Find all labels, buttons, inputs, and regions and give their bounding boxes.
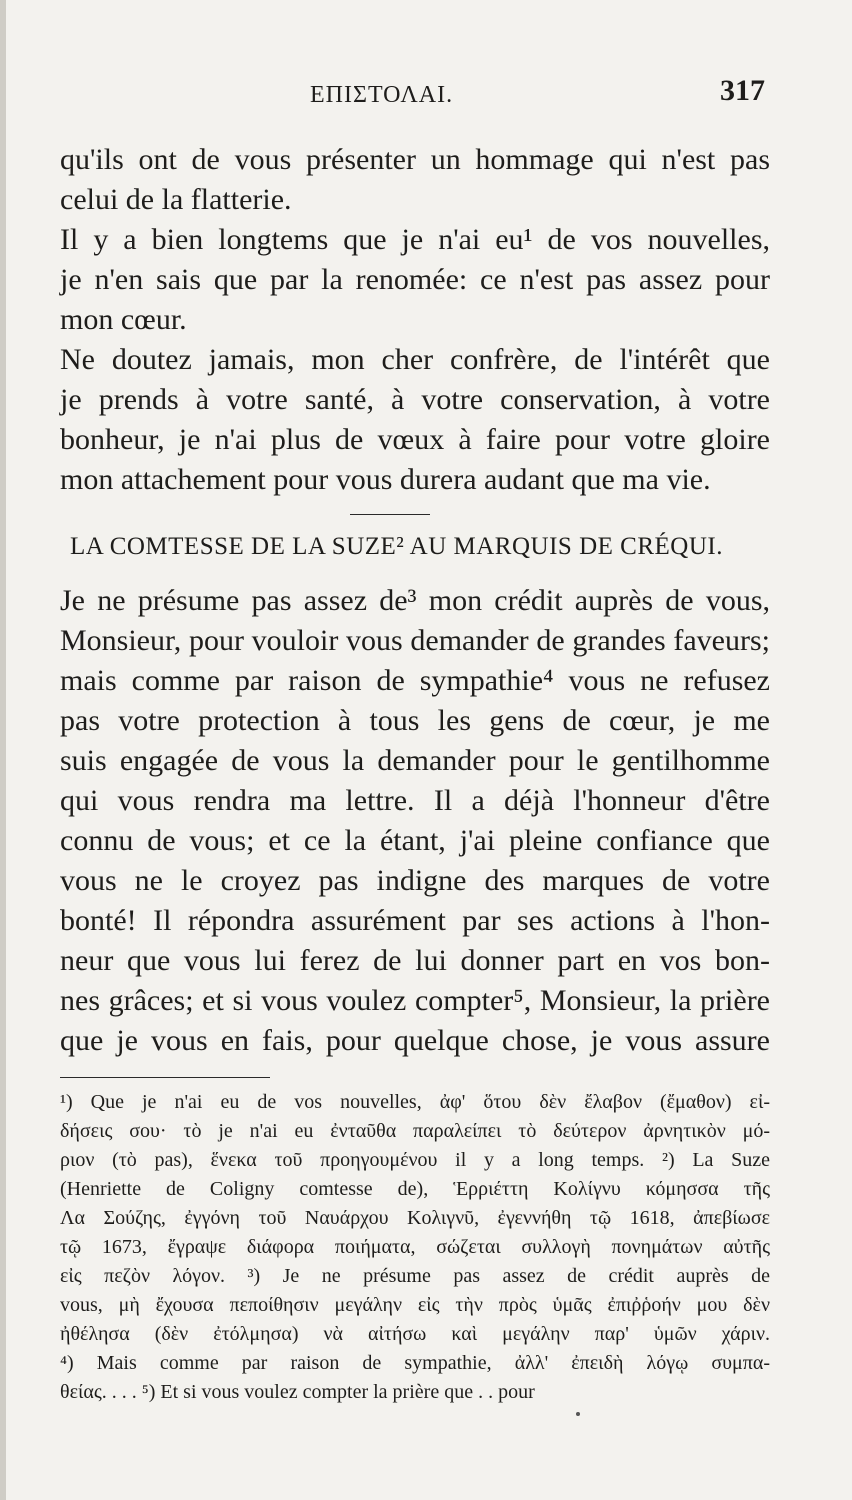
text-line: celui de la flatterie.	[60, 183, 292, 216]
footnote-line: (Henriette de Coligny comtesse de), Ἑρριέττη Κολίγνυ κόμησσα τῆς	[60, 1178, 770, 1200]
footnote-line: τῷ 1673, ἔγραψε διάφορα ποιήματα, σώζεται συλλογὴ πονημάτων αὐτῆς	[60, 1236, 770, 1258]
footnote-line: vous, μὴ ἔχουσα πεποίθησιν μεγάλην εἰς τὴν πρὸς ὑμᾶς ἐπιῤῥοήν μου δὲν	[60, 1294, 770, 1316]
text-line: neur que vous lui ferez de lui donner part en vos bon-	[60, 944, 770, 977]
text-line: mon cœur.	[60, 303, 187, 336]
text-line: bonheur, je n'ai plus de vœux à faire pour votre gloire	[60, 423, 770, 456]
footnote-line: θείας. . . . ⁵) Et si vous voulez compter la prière que . . pour	[60, 1381, 535, 1403]
footnote-line: ἠθέλησα (δὲν ἐτόλμησα) νὰ αἰτήσω καὶ μεγάλην παρ' ὑμῶν χάριν.	[60, 1323, 770, 1345]
text-line: que je vous en fais, pour quelque chose, je vous assure	[60, 1024, 770, 1057]
text-line: pas votre protection à tous les gens de cœur, je me	[60, 704, 770, 737]
page-number: 317	[720, 74, 765, 107]
footnote-line: ριον (τὸ pas), ἕνεκα τοῦ προηγουμένου il y a long temps. ²) La Suze	[60, 1149, 770, 1171]
text-line: je n'en sais que par la renomée: ce n'est pas assez pour	[60, 263, 770, 296]
footnote-line: ¹) Que je n'ai eu de vos nouvelles, ἀφ' ὅτου δὲν ἔλαβον (ἔμαθον) εἰ-	[60, 1091, 770, 1113]
paragraph	[60, 340, 770, 500]
main-text	[60, 140, 770, 1407]
text-line: suis engagée de vous la demander pour le gentilhomme	[60, 744, 770, 777]
text-line: bonté! Il répondra assurément par ses actions à l'hon-	[60, 904, 770, 937]
text-line: mon attachement pour vous durera audant que ma vie.	[60, 463, 711, 496]
text-line: nes grâces; et si vous voulez compter⁵, Monsieur, la prière	[60, 984, 770, 1017]
text-line: vous ne le croyez pas indigne des marques de votre	[60, 864, 770, 897]
letter-body	[60, 581, 770, 1061]
footnote-line: δήσεις σου· τὸ je n'ai eu ἐνταῦθα παραλείπει τὸ δεύτερον ἀρνητικὸν μό-	[60, 1120, 770, 1142]
footnote-line: εἰς πεζὸν λόγον. ³) Je ne présume pas assez de crédit auprès de	[60, 1265, 770, 1287]
ink-speck	[576, 1412, 580, 1416]
section-divider	[350, 514, 430, 515]
text-line: qu'ils ont de vous présenter un hommage qui n'est pas	[60, 143, 770, 176]
footnote-line: Λα Σούζης, ἐγγόνη τοῦ Ναυάρχου Κολιγνῦ, ἐγεννήθη τῷ 1618, ἀπεβίωσε	[60, 1207, 770, 1229]
running-title: ΕΠΙΣΤΟΛΑΙ.	[310, 82, 454, 108]
text-line: qui vous rendra ma lettre. Il a déjà l'honneur d'être	[60, 784, 770, 817]
text-line: Ne doutez jamais, mon cher confrère, de l'intérêt que	[60, 343, 770, 376]
paragraph	[60, 220, 770, 340]
text-line: connu de vous; et ce la étant, j'ai pleine confiance que	[60, 824, 770, 857]
text-line: Je ne présume pas assez de³ mon crédit auprès de vous,	[60, 584, 770, 617]
page-header	[40, 74, 800, 114]
paragraph	[60, 140, 770, 220]
text-line: je prends à votre santé, à votre conservation, à votre	[60, 383, 770, 416]
footnote-rule	[60, 1077, 270, 1078]
letter-heading: LA COMTESSE DE LA SUZE² AU MARQUIS DE CRÉQUI.	[70, 533, 723, 560]
text-line: Monsieur, pour vouloir vous demander de grandes faveurs;	[60, 624, 770, 657]
footnotes	[60, 1088, 770, 1407]
footnote-line: ⁴) Mais comme par raison de sympathie, ἀλλ' ἐπειδὴ λόγῳ συμπα-	[60, 1352, 770, 1374]
text-line: mais comme par raison de sympathie⁴ vous ne refusez	[60, 664, 770, 697]
text-line: Il y a bien longtems que je n'ai eu¹ de vos nouvelles,	[60, 223, 770, 256]
